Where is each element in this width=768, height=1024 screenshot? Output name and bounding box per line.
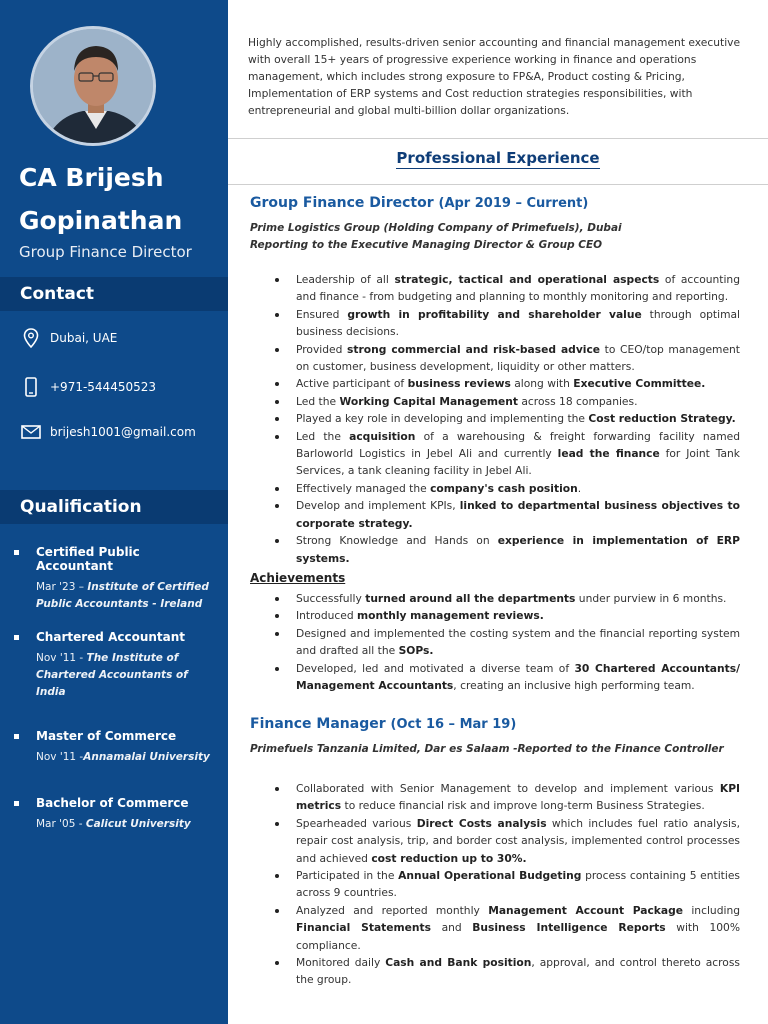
qualification-date: Mar '23 – (36, 581, 88, 593)
bullet-icon (14, 734, 19, 739)
sidebar (0, 0, 228, 1024)
email-icon (20, 421, 42, 443)
job-title-text: Group Finance Director (250, 195, 434, 211)
list-item: Analyzed and reported monthly Management Account Package including Financial Statements and Business Intelligence Reports with 100% compliance. (250, 902, 740, 954)
experience-heading (228, 148, 768, 167)
qualification-item (14, 545, 219, 613)
contact-location (20, 327, 117, 349)
list-item: Effectively managed the company's cash position. (250, 480, 740, 497)
list-item: Active participant of business reviews along with Executive Committee. (250, 375, 740, 392)
list-item: Led the Working Capital Management across 18 companies. (250, 393, 740, 410)
bullet-icon (14, 635, 19, 640)
list-item: Ensured growth in profitability and shareholder value through optimal business decisions. (250, 306, 740, 341)
job-title-text: Finance Manager (250, 716, 386, 732)
contact-heading: Contact (0, 277, 228, 311)
qualification-title: Master of Commerce (36, 729, 177, 743)
job-period: (Oct 16 – Mar 19) (390, 717, 517, 732)
qualification-date: Mar '05 - (36, 818, 86, 830)
contact-phone[interactable] (20, 376, 156, 398)
list-item: Monitored daily Cash and Bank position, approval, and control thereto across the group. (250, 954, 740, 989)
job-company (250, 220, 750, 254)
contact-email[interactable] (20, 421, 196, 443)
list-item: Introduced monthly management reviews. (250, 607, 740, 624)
qualification-item (14, 630, 219, 701)
bullet-icon (14, 801, 19, 806)
bullet-icon (14, 550, 19, 555)
job-title (250, 716, 516, 732)
qualification-institute: Annamalai University (83, 751, 210, 763)
qualification-title: Certified Public Accountant (36, 545, 140, 573)
profile-summary: Highly accomplished, results-driven senior accounting and financial management executive with overall 15+ years of progressive experience working in finance and operations management, which includes strong exposure to FP&A, Product costing & Pricing, Implementation of ERP systems and Cost reduction strategies responsibilities, with entrepreneurial and global multi-billion dollar organizations. (248, 36, 741, 117)
location-pin-icon (20, 327, 42, 349)
job-title (250, 195, 588, 211)
list-item: Provided strong commercial and risk-based advice to CEO/top management on customer, business development, liquidity or other matters. (250, 341, 740, 376)
divider (228, 184, 768, 185)
qualification-institute: Calicut University (85, 818, 191, 830)
qualification-title: Chartered Accountant (36, 630, 186, 644)
experience-heading-text: Professional Experience (396, 149, 600, 167)
list-item: Strong Knowledge and Hands on experience in implementation of ERP systems. (250, 532, 740, 567)
main-content (228, 0, 768, 1024)
person-name: CA Brijesh Gopinathan (19, 163, 183, 235)
contact-email-text: brijesh1001@gmail.com (50, 425, 196, 439)
list-item: Collaborated with Senior Management to develop and implement various KPI metrics to reduce financial risk and improve long-term Business Strategies. (250, 780, 740, 815)
qualification-title: Bachelor of Commerce (36, 796, 189, 810)
job-company-text: Prime Logistics Group (Holding Company of Primefuels), Dubai (250, 222, 622, 234)
achievements-list (250, 590, 740, 694)
list-item: Led the acquisition of a warehousing & freight forwarding facility named Barloworld Logistics in Jebel Ali and currently lead the finance for Joint Tank Services, a tank cleaning facility in Jebel Ali. (250, 428, 740, 480)
job-responsibilities (250, 780, 740, 989)
qualification-heading: Qualification (0, 490, 228, 524)
person-role: Group Finance Director (19, 243, 192, 261)
list-item: Develop and implement KPIs, linked to departmental business objectives to corporate strategy. (250, 497, 740, 532)
list-item: Spearheaded various Direct Costs analysis which includes fuel ratio analysis, repair cost analysis, trip, and border cost analysis, implemented control processes and achieved cost reduction up to 30%. (250, 815, 740, 867)
job-period: (Apr 2019 – Current) (438, 196, 589, 211)
achievements-heading: Achievements (250, 571, 346, 585)
avatar (30, 26, 156, 146)
list-item: Developed, led and motivated a diverse team of 30 Chartered Accountants/ Management Accountants, creating an inclusive high performing team. (250, 660, 740, 695)
qualification-institute: The Institute of Chartered Accountants of India (36, 652, 188, 698)
list-item: Participated in the Annual Operational Budgeting process containing 5 entities across 9 countries. (250, 867, 740, 902)
contact-phone-text: +971-544450523 (50, 380, 157, 394)
qualification-date: Nov '11 - (36, 652, 87, 664)
list-item: Played a key role in developing and implementing the Cost reduction Strategy. (250, 410, 740, 427)
contact-location-text: Dubai, UAE (50, 331, 118, 345)
job-company-text: Primefuels Tanzania Limited, Dar es Salaam -Reported to the Finance Controller (250, 743, 724, 755)
phone-icon (20, 376, 42, 398)
list-item: Leadership of all strategic, tactical and operational aspects of accounting and finance - from budgeting and planning to monthly monitoring and reporting. (250, 271, 740, 306)
qualification-institute: Institute of Certified Public Accountants - Ireland (36, 581, 209, 610)
list-item: Successfully turned around all the departments under purview in 6 months. (250, 590, 740, 607)
qualification-item (14, 796, 219, 833)
list-item: Designed and implemented the costing system and the financial reporting system and drafted all the SOPs. (250, 625, 740, 660)
job-responsibilities (250, 271, 740, 567)
qualification-date: Nov '11 - (36, 751, 84, 763)
job-company (250, 741, 750, 758)
job-reporting-text: Reporting to the Executive Managing Director & Group CEO (250, 239, 603, 251)
divider (228, 138, 768, 139)
qualification-item (14, 729, 219, 766)
